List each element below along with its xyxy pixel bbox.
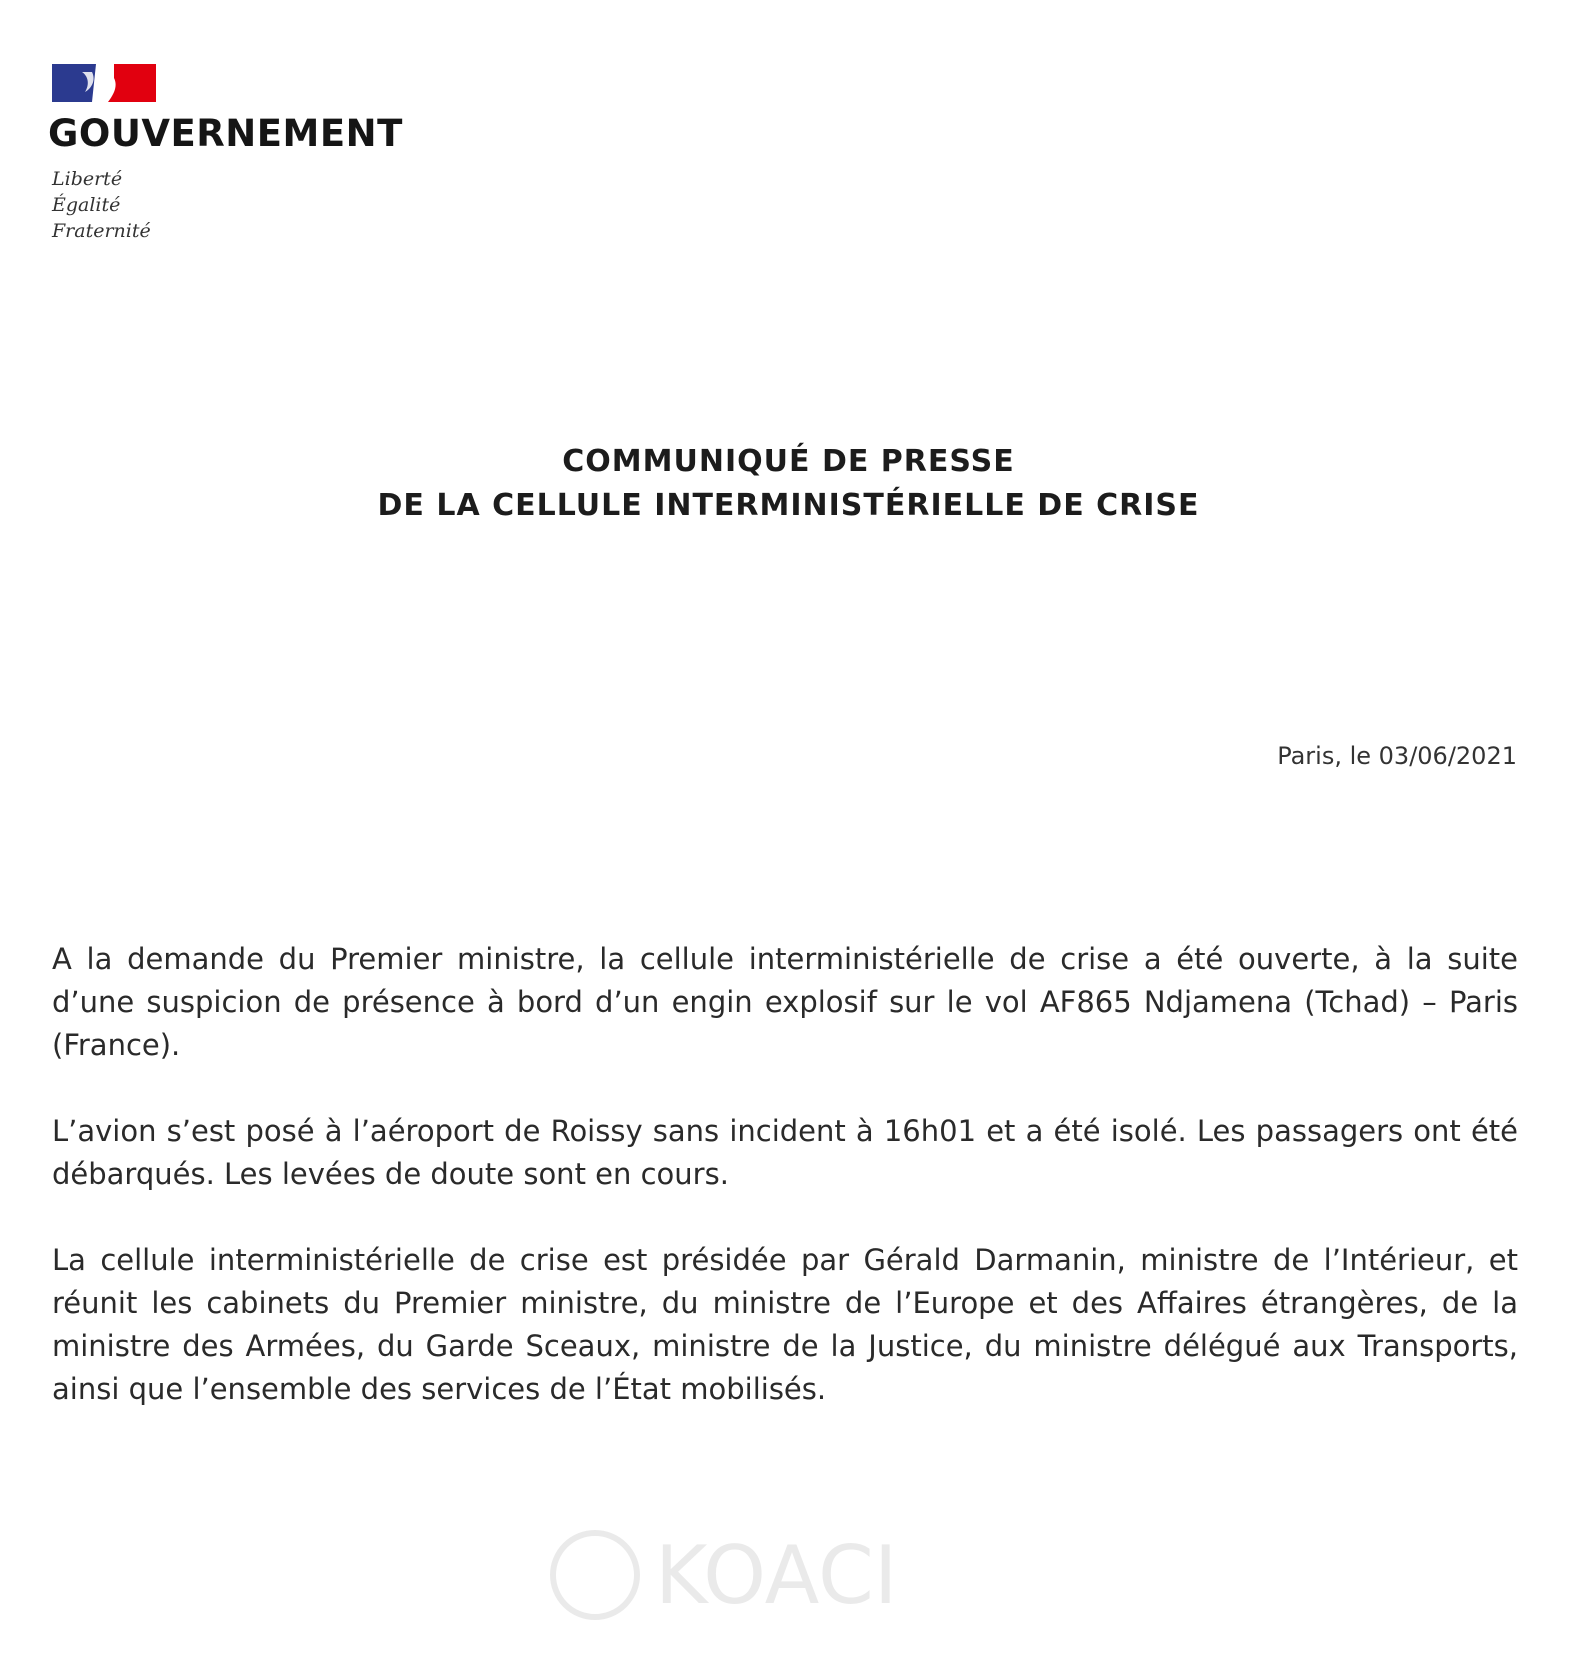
press-release-body [52,938,1518,1454]
press-release-headline [0,440,1577,528]
koaci-logo-icon [553,1533,637,1617]
government-title: GOUVERNEMENT [48,112,403,155]
koaci-watermark [545,1525,1005,1625]
paragraph-3: La cellule interministérielle de crise est présidée par Gérald Darmanin, ministre de l’Intérieur, et réunit les cabinets du Premier ministre, du ministre de l’Europe et des Affaires étrangères, de la ministre des Armées, du Garde Sceaux, ministre de la Justice, du ministre délégué aux Transports, ainsi que l’ensemble des services de l’État mobilisés. [52,1243,1518,1406]
dateline: Paris, le 03/06/2021 [1277,742,1517,770]
motto-fraternite: Fraternité [52,220,151,242]
marianne-flag-logo [52,64,156,102]
flag-red-band [108,64,156,102]
paragraph-1: A la demande du Premier ministre, la cellule interministérielle de crise a été ouverte, à la suite d’une suspicion de présence à bord d’un engin explosif sur le vol AF865 Ndjamena (Tchad) – Paris (France). [52,942,1518,1062]
motto [52,166,151,244]
motto-egalite: Égalité [52,194,121,216]
headline-line-1: COMMUNIQUÉ DE PRESSE [562,444,1015,479]
paragraph-2: L’avion s’est posé à l’aéroport de Roissy sans incident à 16h01 et a été isolé. Les passagers ont été débarqués. Les levées de doute sont en cours. [52,1114,1518,1191]
headline-line-2: DE LA CELLULE INTERMINISTÉRIELLE DE CRISE [377,488,1200,523]
motto-liberte: Liberté [52,168,123,190]
watermark-text: KOACI [655,1529,898,1622]
